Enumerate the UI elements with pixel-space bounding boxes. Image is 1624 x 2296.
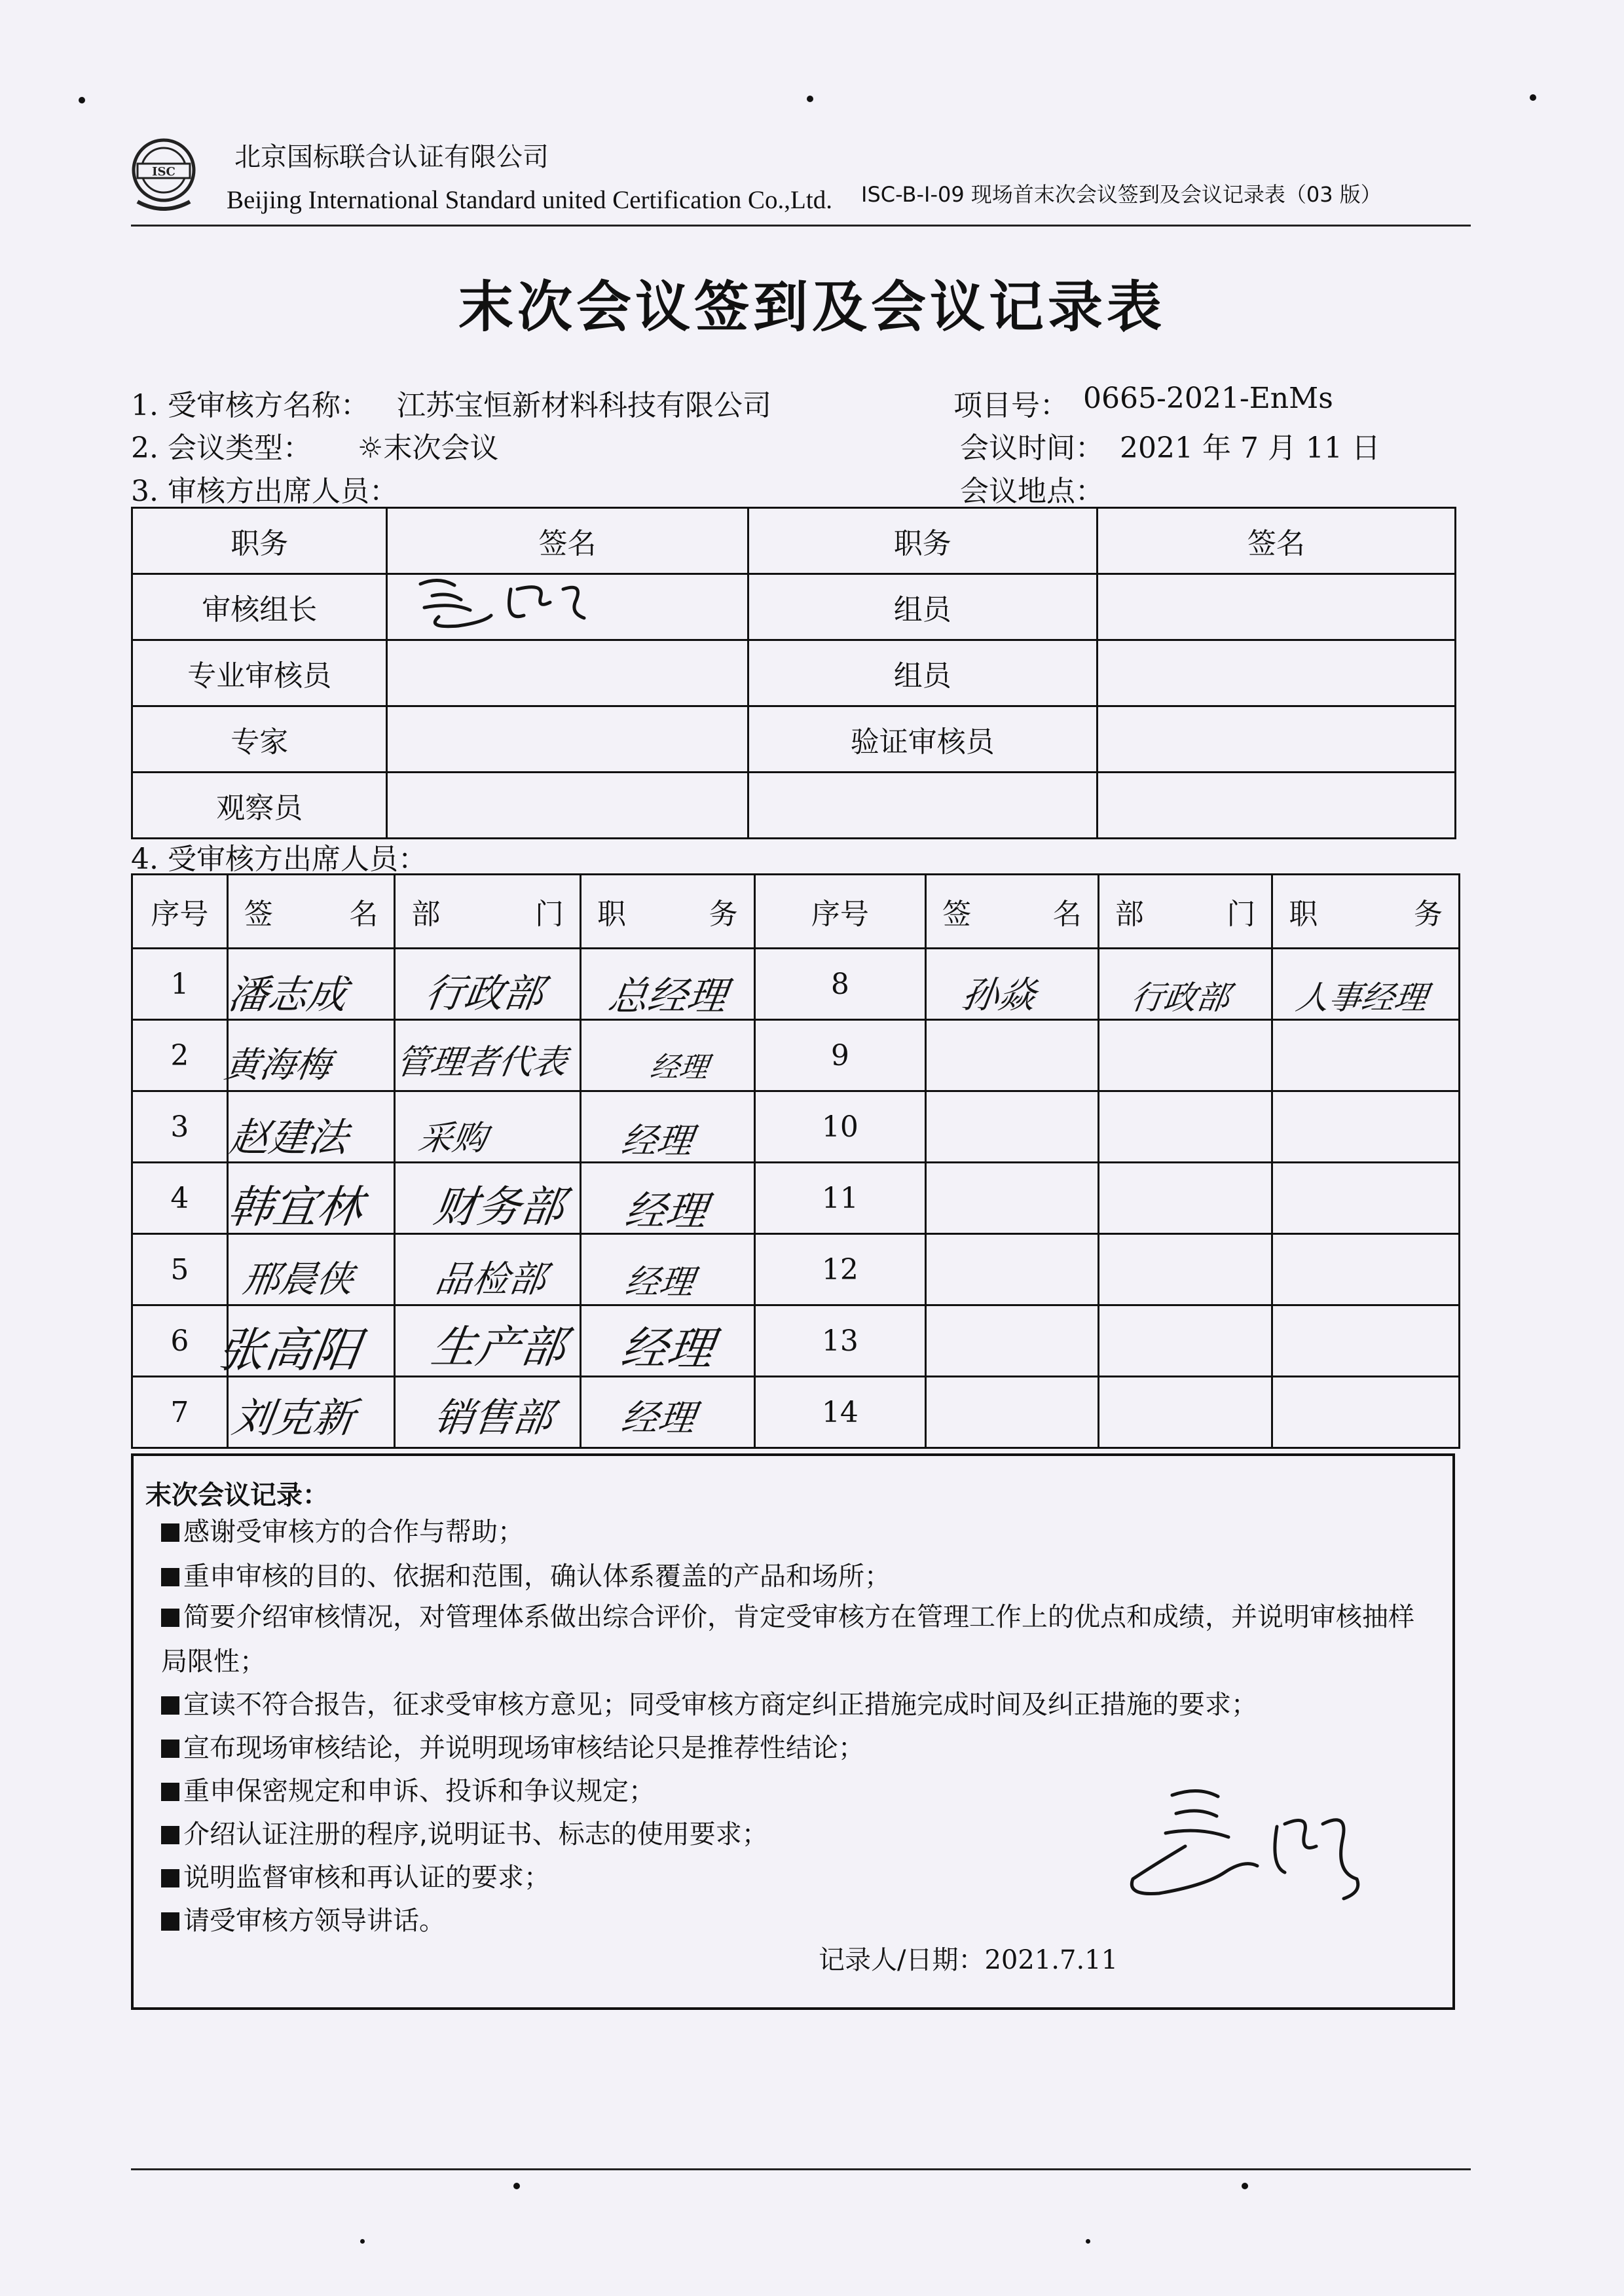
meeting-type-value: ☼末次会议: [358, 431, 499, 465]
handwritten-dept: 销售部: [431, 1395, 556, 1441]
auditee-label: 1. 受审核方名称：: [131, 389, 369, 422]
role-cell: 观察员: [132, 773, 387, 839]
table-row: [132, 640, 1456, 706]
handwritten-dept: 生产部: [428, 1322, 569, 1374]
table-row: [132, 574, 1456, 640]
header-title: 职 务: [580, 875, 754, 949]
bullet-square-icon: [161, 1523, 179, 1542]
role-cell: [748, 773, 1097, 839]
handwritten-signature: 赵建法: [227, 1115, 352, 1161]
handwritten-title: 经理: [622, 1187, 710, 1235]
auditee-name: 江苏宝恒新材料科技有限公司: [397, 389, 771, 422]
seq-cell: 12: [754, 1234, 925, 1305]
role-cell: 组员: [748, 574, 1097, 640]
seq-cell: 1: [132, 949, 228, 1020]
meeting-time-label: 会议时间：: [960, 431, 1104, 465]
scan-dot: [807, 96, 813, 102]
header-seq: 序号: [132, 875, 228, 949]
header-cell: 签名: [1097, 508, 1455, 574]
title-cell: [1272, 1305, 1460, 1377]
signature-cell: [1097, 706, 1455, 773]
handwritten-signature: 潘志成: [225, 972, 350, 1018]
seq-cell: 6: [132, 1305, 228, 1377]
dept-cell: [1098, 1163, 1272, 1234]
meeting-record-title: 末次会议记录：: [145, 1480, 329, 1510]
meeting-time-value: 2021 年 7 月 11 日: [1120, 431, 1380, 465]
handwritten-dept: 管理者代表: [394, 1043, 570, 1082]
table-header-row: [132, 508, 1456, 574]
signature-cell: [387, 640, 748, 706]
header-sign: 签 名: [926, 875, 1099, 949]
handwritten-dept: 财务部: [430, 1182, 568, 1232]
company-name-cn: 北京国标联合认证有限公司: [234, 142, 549, 172]
bullet-square-icon: [161, 1609, 179, 1627]
handwritten-signature: 刘克新: [229, 1394, 358, 1442]
signature-cell: [387, 706, 748, 773]
handwritten-signature: 韩宜林: [225, 1182, 366, 1233]
auditor-attendance-table: [131, 507, 1456, 839]
seq-cell: 13: [754, 1305, 925, 1377]
handwritten-dept: 采购: [416, 1119, 490, 1158]
handwritten-title: 经理: [648, 1051, 710, 1084]
scan-dot: [360, 2239, 365, 2244]
record-item: 宣读不符合报告，征求受审核方意见；同受审核方商定纠正措施完成时间及纠正措施的要求；: [161, 1683, 1445, 1727]
svg-text:ISC: ISC: [152, 165, 175, 179]
footer-rule: [131, 2168, 1471, 2170]
handwritten-dept: 行政部: [1128, 979, 1232, 1017]
record-item: 重申审核的目的、依据和范围，确认体系覆盖的产品和场所；: [161, 1554, 1445, 1599]
sign-cell: [926, 1305, 1099, 1377]
bullet-square-icon: [161, 1696, 179, 1715]
title-cell: [1272, 1163, 1460, 1234]
handwritten-title: 经理: [623, 1263, 697, 1302]
page-title: 末次会议签到及会议记录表: [458, 275, 1166, 339]
scan-dot: [79, 97, 85, 103]
sign-cell: [926, 1234, 1099, 1305]
role-cell: 专业审核员: [132, 640, 387, 706]
record-item: 请受审核方领导讲话。: [161, 1899, 1445, 1943]
seq-cell: 10: [754, 1091, 925, 1163]
header-cell: 职务: [132, 508, 387, 574]
signature-cell: [1097, 640, 1455, 706]
record-item: 宣布现场审核结论，并说明现场审核结论只是推荐性结论；: [161, 1726, 1445, 1770]
title-cell: [1272, 1377, 1460, 1448]
dept-cell: [1098, 1377, 1272, 1448]
record-item: 重申保密规定和申诉、投诉和争议规定；: [161, 1769, 1445, 1813]
header-title: 职 务: [1272, 875, 1460, 949]
seq-cell: 9: [754, 1020, 925, 1091]
record-item: 感谢受审核方的合作与帮助；: [161, 1510, 1445, 1554]
table-row: [132, 706, 1456, 773]
header-cell: 职务: [748, 508, 1097, 574]
seq-cell: 7: [132, 1377, 228, 1448]
meeting-place-label: 会议地点：: [960, 475, 1104, 508]
bullet-square-icon: [161, 1783, 179, 1801]
record-item: 说明监督审核和再认证的要求；: [161, 1855, 1445, 1900]
header-dept: 部 门: [1098, 875, 1272, 949]
header-seq: 序号: [754, 875, 925, 949]
seq-cell: 8: [754, 949, 925, 1020]
role-cell: 验证审核员: [748, 706, 1097, 773]
isc-logo: [128, 128, 199, 219]
dept-cell: [1098, 1305, 1272, 1377]
seq-cell: 4: [132, 1163, 228, 1234]
role-cell: 专家: [132, 706, 387, 773]
header-dept: 部 门: [395, 875, 581, 949]
handwritten-signature: 邢晨侠: [240, 1258, 356, 1301]
handwritten-title: 经理: [619, 1120, 695, 1161]
dept-cell: [1098, 1020, 1272, 1091]
sign-cell: [926, 1163, 1099, 1234]
handwritten-dept: 品检部: [432, 1258, 549, 1301]
bullet-square-icon: [161, 1568, 179, 1586]
title-cell: [1272, 1234, 1460, 1305]
signature-cell: [1097, 574, 1455, 640]
form-code: ISC-B-I-09 现场首末次会议签到及会议记录表（03 版）: [861, 182, 1382, 207]
seq-cell: 3: [132, 1091, 228, 1163]
role-cell: 审核组长: [132, 574, 387, 640]
bullet-square-icon: [161, 1869, 179, 1887]
seq-cell: 2: [132, 1020, 228, 1091]
scan-dot: [1530, 94, 1536, 101]
signature-cell: [1097, 773, 1455, 839]
scan-dot: [513, 2183, 520, 2189]
dept-cell: [1098, 1091, 1272, 1163]
bullet-square-icon: [161, 1912, 179, 1931]
header-cell: 签名: [387, 508, 748, 574]
auditor-attendees-label: 3. 审核方出席人员：: [131, 475, 398, 508]
scan-dot: [1086, 2239, 1090, 2244]
handwritten-title: 经理: [618, 1322, 717, 1376]
handwritten-signature: 孙焱: [959, 974, 1039, 1017]
meeting-type-label: 2. 会议类型：: [131, 431, 312, 465]
handwritten-signature: 张高阳: [214, 1322, 364, 1377]
seq-cell: 5: [132, 1234, 228, 1305]
handwritten-dept: 行政部: [422, 971, 547, 1017]
handwritten-title: 经理: [618, 1397, 698, 1440]
bullet-square-icon: [161, 1826, 179, 1844]
handwritten-title: 总经理: [605, 974, 730, 1019]
title-cell: [1272, 1020, 1460, 1091]
table-row: [132, 773, 1456, 839]
title-cell: [1272, 1091, 1460, 1163]
sign-cell: [926, 1020, 1099, 1091]
scan-dot: [1242, 2183, 1248, 2189]
recorder-line: 记录人/日期：2021.7.11: [819, 1945, 1118, 1975]
handwritten-title: 人事经理: [1293, 979, 1430, 1017]
dept-cell: [1098, 1234, 1272, 1305]
sign-cell: [926, 1091, 1099, 1163]
header-rule: [131, 225, 1471, 227]
role-cell: 组员: [748, 640, 1097, 706]
handwritten-signature: 黄海梅: [222, 1044, 334, 1085]
auditee-attendees-label: 4. 受审核方出席人员：: [131, 843, 427, 876]
seq-cell: 14: [754, 1377, 925, 1448]
project-number: 0665-2021-EnMs: [1083, 382, 1333, 415]
table-header-row: [132, 875, 1460, 949]
record-item: 介绍认证注册的程序,说明证书、标志的使用要求；: [161, 1812, 1445, 1857]
signature-cell: [387, 574, 748, 640]
bullet-square-icon: [161, 1740, 179, 1758]
signature-cell: [387, 773, 748, 839]
record-item: 简要介绍审核情况，对管理体系做出综合评价，肯定受审核方在管理工作上的优点和成绩，并说明审核抽样局限性；: [161, 1602, 1414, 1677]
sign-cell: [926, 1377, 1099, 1448]
seq-cell: 11: [754, 1163, 925, 1234]
project-label: 项目号：: [953, 389, 1069, 422]
header-sign: 签 名: [227, 875, 395, 949]
company-name-en: Beijing International Standard united Certification Co.,Ltd.: [227, 186, 832, 214]
